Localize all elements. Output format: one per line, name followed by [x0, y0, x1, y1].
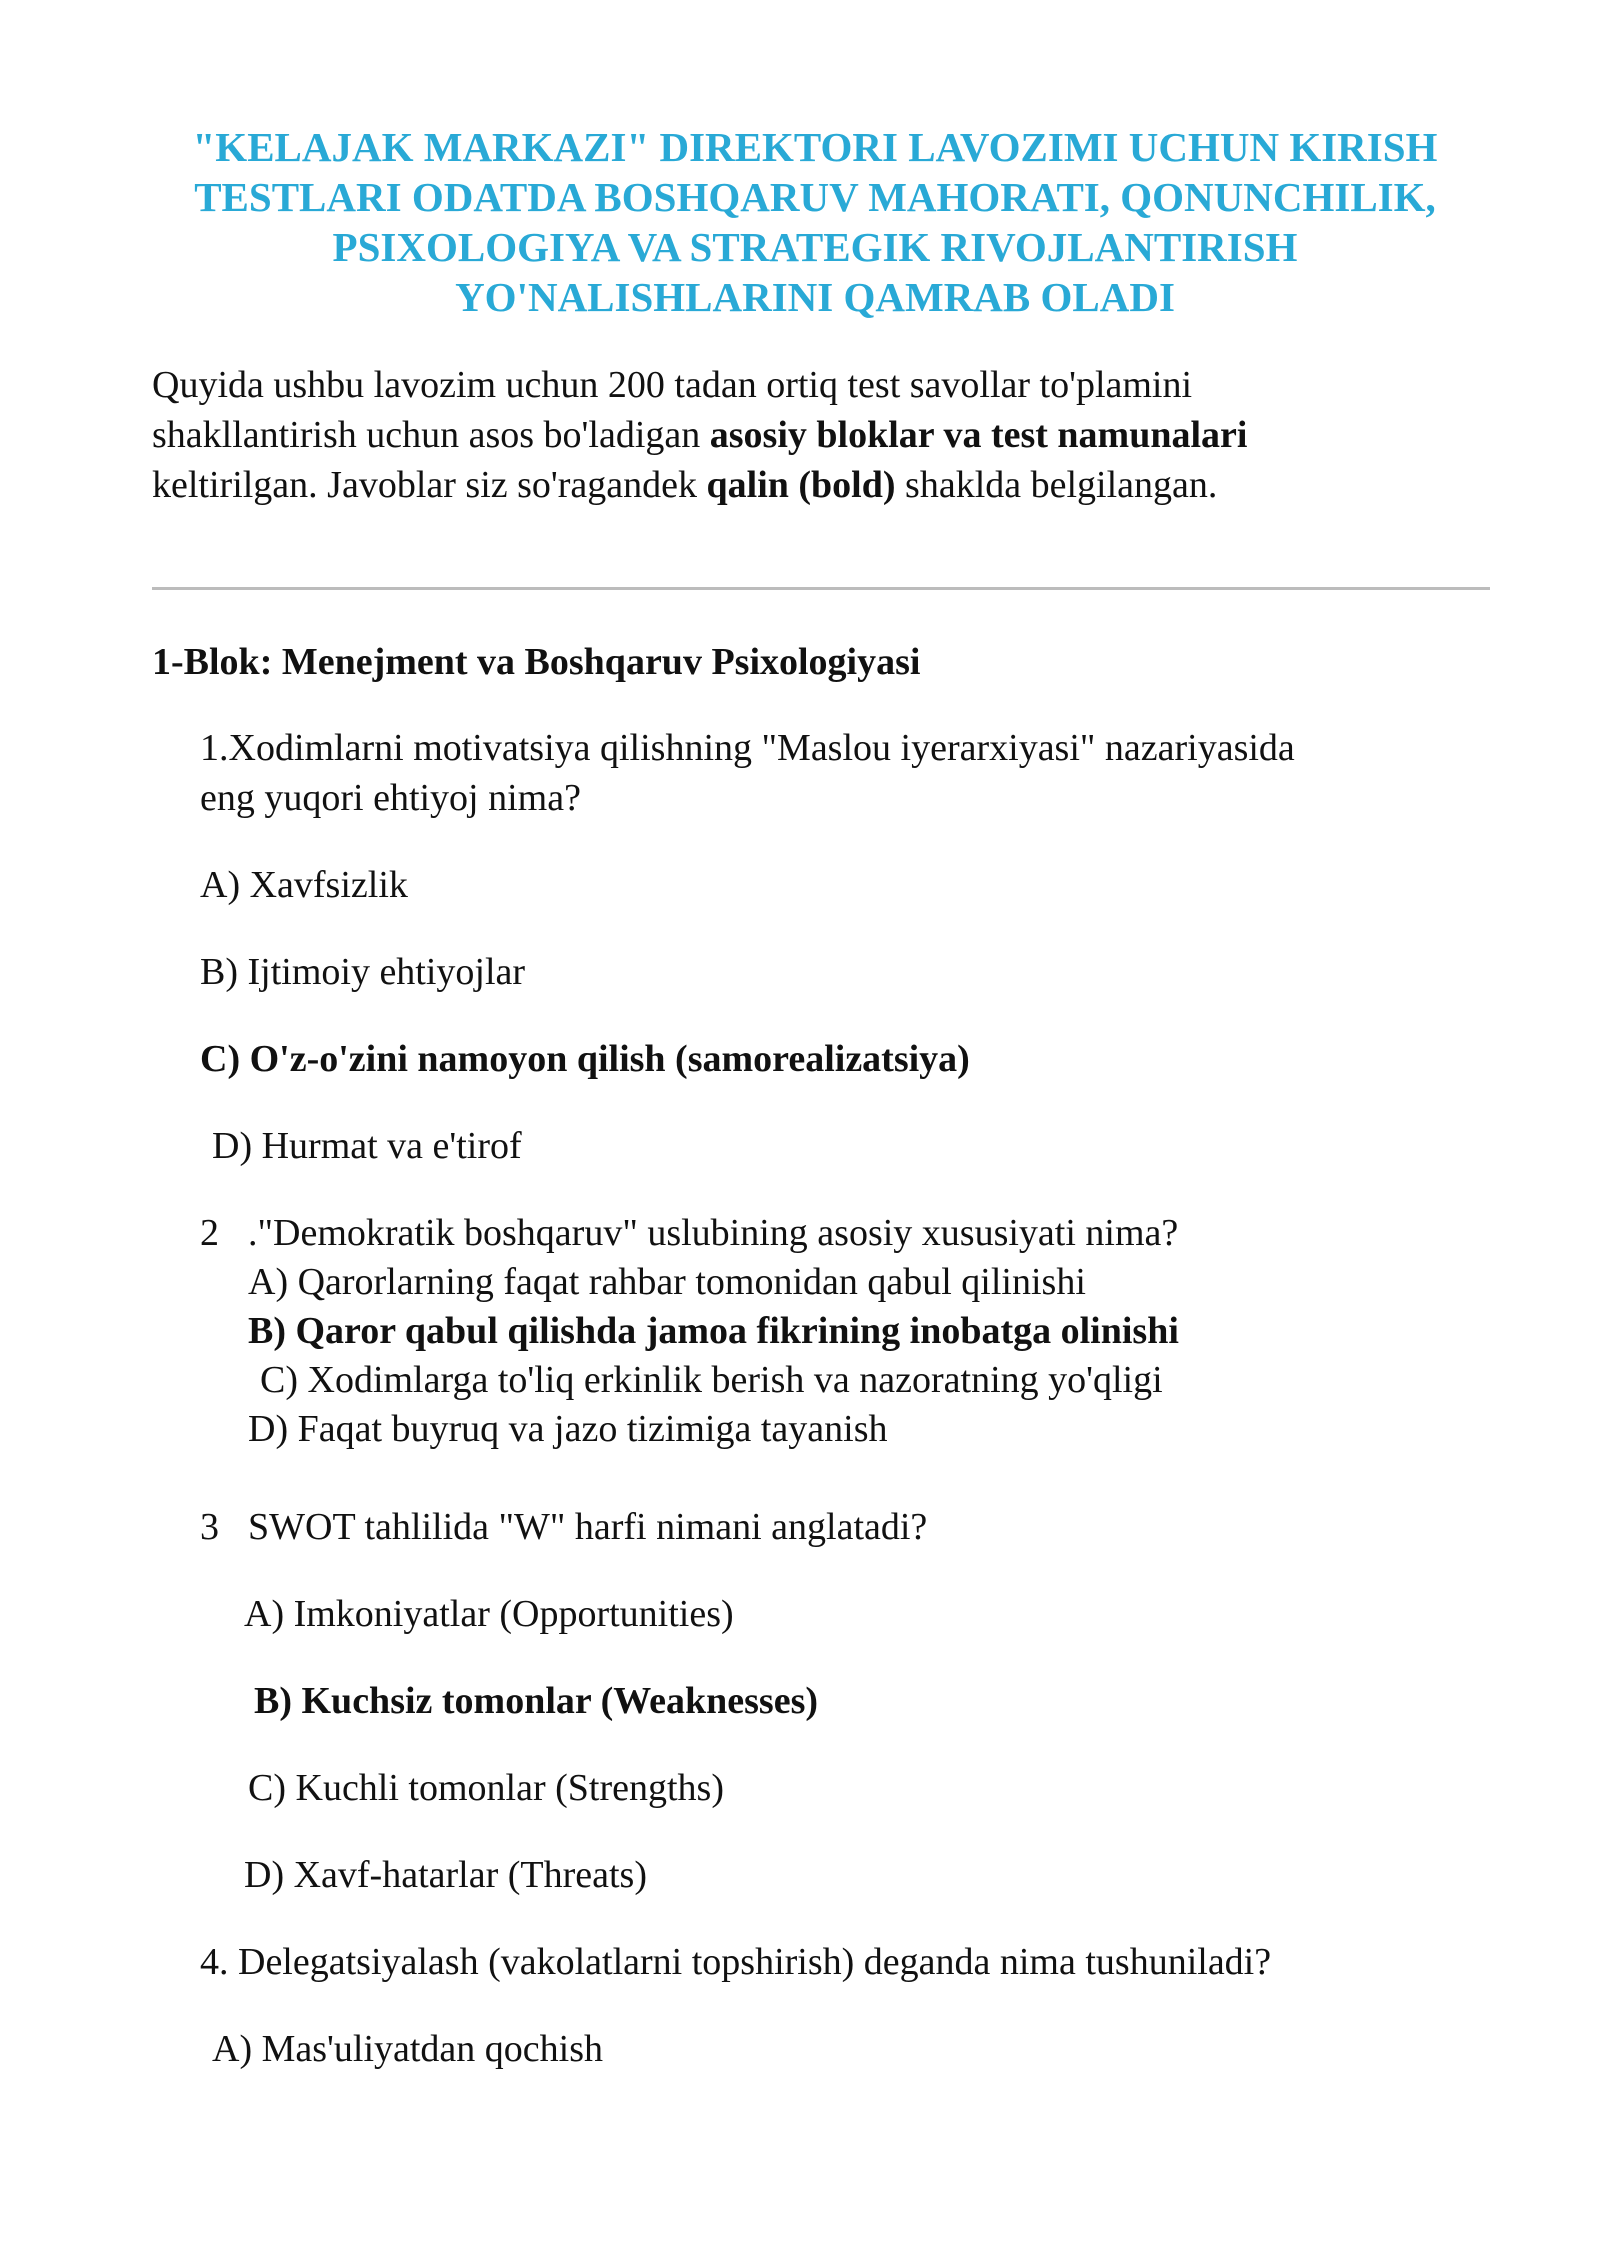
question-3-option-a: A) Imkoniyatlar (Opportunities): [244, 1593, 734, 1635]
title-line-2: TESTLARI ODATDA BOSHQARUV MAHORATI, QONUNCHILIK,: [194, 174, 1436, 220]
question-1-option-d: D) Hurmat va e'tirof: [212, 1125, 522, 1167]
question-1-option-a: A) Xavfsizlik: [200, 864, 408, 906]
title-line-1: "KELAJAK MARKAZI" DIREKTORI LAVOZIMI UCHUN KIRISH: [192, 124, 1438, 170]
question-3-text: SWOT tahlilida "W" harfi nimani anglatadi?: [248, 1506, 928, 1548]
question-2-option-c: C) Xodimlarga to'liq erkinlik berish va nazoratning yo'qligi: [260, 1359, 1163, 1401]
question-1-line-1: 1.Xodimlarni motivatsiya qilishning "Maslou iyerarxiyasi" nazariyasida: [200, 727, 1295, 769]
intro-text: shakllantirish uchun asos bo'ladigan: [152, 414, 710, 456]
question-3-number: 3: [200, 1506, 219, 1548]
question-4-option-a: A) Mas'uliyatdan qochish: [212, 2028, 604, 2070]
question-2-option-a: A) Qarorlarning faqat rahbar tomonidan qabul qilinishi: [248, 1261, 1086, 1303]
question-1-option-b: B) Ijtimoiy ehtiyojlar: [200, 951, 526, 993]
intro-line-3: [152, 460, 1247, 510]
intro-bold-text: qalin (bold): [706, 464, 896, 506]
question-3-option-b-correct: B) Kuchsiz tomonlar (Weaknesses): [254, 1680, 819, 1722]
question-2-text: ."Demokratik boshqaruv" uslubining asosiy xususiyati nima?: [248, 1212, 1179, 1254]
title-line-3: PSIXOLOGIYA VA STRATEGIK RIVOJLANTIRISH: [332, 224, 1298, 270]
intro-text: shaklda belgilangan.: [895, 464, 1218, 506]
question-1-line-2: eng yuqori ehtiyoj nima?: [200, 777, 581, 819]
question-2-option-d: D) Faqat buyruq va jazo tizimiga tayanish: [248, 1408, 888, 1450]
question-2-option-b-correct: B) Qaror qabul qilishda jamoa fikrining inobatga olinishi: [248, 1310, 1179, 1352]
document-title: [130, 122, 1500, 322]
question-3-option-c: C) Kuchli tomonlar (Strengths): [248, 1767, 724, 1809]
intro-line-2: [152, 410, 1247, 460]
intro-line-1: Quyida ushbu lavozim uchun 200 tadan ortiq test savollar to'plamini: [152, 364, 1193, 406]
title-line-4: YO'NALISHLARINI QAMRAB OLADI: [455, 274, 1175, 320]
question-3-option-d: D) Xavf-hatarlar (Threats): [244, 1854, 647, 1896]
intro-paragraph: [152, 360, 1247, 510]
block-1-heading: 1-Blok: Menejment va Boshqaruv Psixologiyasi: [152, 641, 921, 683]
intro-text: keltirilgan. Javoblar siz so'ragandek: [152, 464, 707, 506]
intro-bold-text: asosiy bloklar va test namunalari: [709, 414, 1248, 456]
question-4-text: 4. Delegatsiyalash (vakolatlarni topshirish) deganda nima tushuniladi?: [200, 1941, 1272, 1983]
question-2-number: 2: [200, 1212, 219, 1254]
question-1-option-c-correct: C) O'z-o'zini namoyon qilish (samorealizatsiya): [200, 1038, 970, 1080]
horizontal-divider: [152, 587, 1490, 590]
